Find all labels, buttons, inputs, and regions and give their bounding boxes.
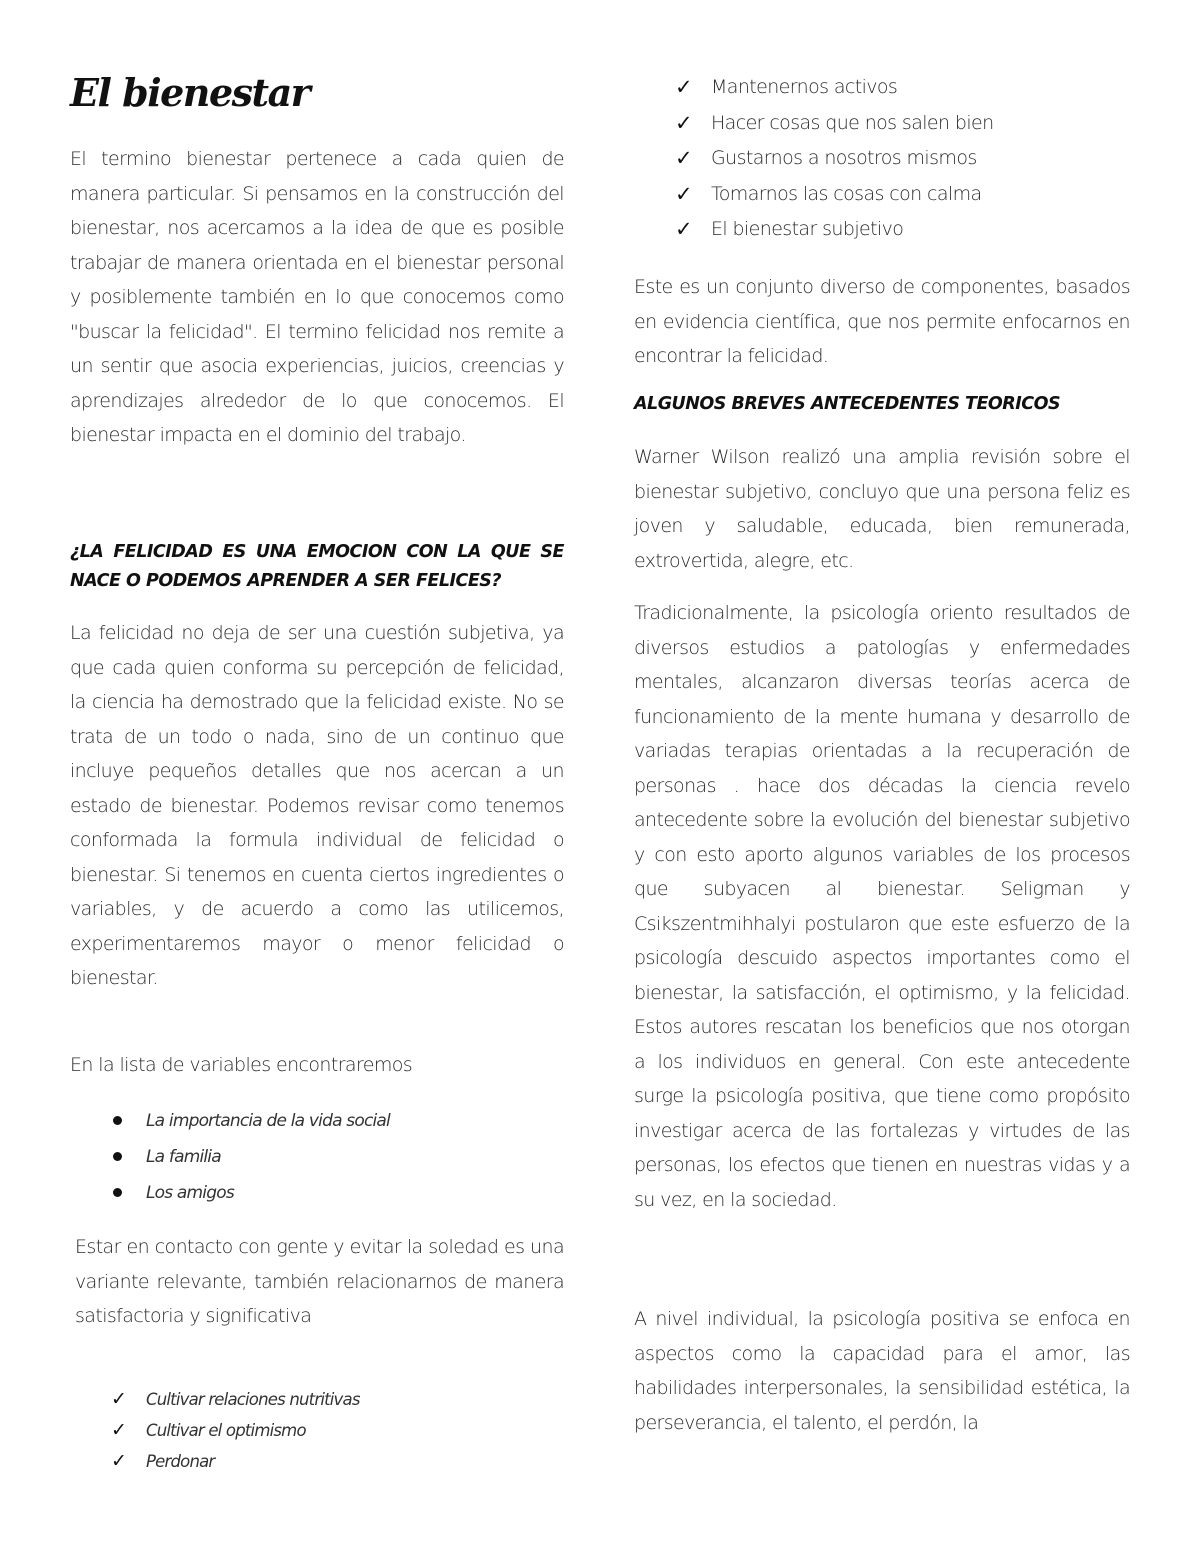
list-item: ✓ Gustarnos a nosotros mismos [634, 141, 1130, 177]
list-item: La importancia de la vida social [70, 1103, 564, 1139]
list-item: ✓ Tomarnos las cosas con calma [634, 177, 1130, 213]
checkmark-icon: ✓ [675, 146, 692, 171]
relations-checklist [70, 1384, 564, 1477]
page-title: El bienestar [70, 70, 310, 115]
checkmark-icon: ✓ [675, 110, 692, 135]
felicidad-paragraph: La felicidad no deja de ser una cuestión subjetiva, ya que cada quien conforma su percepción de felicidad, la ciencia ha demostrado que la felicidad existe. No se trata de un todo o nada, sino de un continuo que incluye pequeños detalles que nos acercan a un estado de bienestar. Podemos revisar como tenemos conformada la formula individual de felicidad o bienestar. Si tenemos en cuenta ciertos ingredientes o variables, y de acuerdo a como las utilicemos, experimentaremos mayor o menor felicidad o bienestar. [70, 622, 564, 989]
variables-list [70, 1103, 564, 1211]
list-item: ✓ Perdonar [70, 1446, 564, 1477]
list-item: ✓ Mantenernos activos [634, 70, 1130, 106]
checkmark-icon: ✓ [675, 181, 692, 206]
variables-intro: En la lista de variables encontraremos [70, 1054, 413, 1076]
psychology-history-paragraph: Tradicionalmente, la psicología oriento resultados de diversos estudios a patologías y enfermedades mentales, alcanzaron diversas teorías acerca de funcionamiento de la mente humana y desarrollo de variadas terapias orientadas a la recuperación de personas . hace dos décadas la ciencia revelo antecedente sobre la evolución del bienestar subjetivo y con esto aporto algunos variables de los procesos que subyacen al bienestar. Seligman y Csikszentmihhalyi postularon que este esfuerzo de la psicología descuido aspectos importantes como el bienestar, la satisfacción, el optimismo, y la felicidad. Estos autores rescatan los beneficios que nos otorgan a los individuos en general. Con este antecedente surge la psicología positiva, que tiene como propósito investigar acerca de las fortalezas y virtudes de las personas, los efectos que tienen en nuestras vidas y a su vez, en la sociedad. [634, 602, 1130, 1211]
list-item: ✓ Cultivar el optimismo [70, 1415, 564, 1446]
checkmark-icon: ✓ [111, 1450, 127, 1472]
list-item: ✓ El bienestar subjetivo [634, 212, 1130, 248]
contact-paragraph: Estar en contacto con gente y evitar la soledad es una variante relevante, también relacionarnos de manera satisfactoria y significativa [75, 1236, 564, 1327]
checkmark-icon: ✓ [675, 217, 692, 242]
positive-psychology-paragraph: A nivel individual, la psicología positiva se enfoca en aspectos como la capacidad para el amor, las habilidades interpersonales, la sensibilidad estética, la perseverancia, el talento, el perdón, la [634, 1308, 1130, 1434]
habits-checklist [634, 70, 1130, 248]
list-item: La familia [70, 1139, 564, 1175]
bullet-dot-icon [113, 1116, 122, 1125]
checkmark-icon: ✓ [675, 75, 692, 99]
checkmark-icon: ✓ [111, 1419, 127, 1441]
bullet-dot-icon [113, 1188, 122, 1197]
wilson-paragraph: Warner Wilson realizó una amplia revisión sobre el bienestar subjetivo, concluyo que una persona feliz es joven y saludable, educada, bien remunerada, extrovertida, alegre, etc. [634, 446, 1130, 572]
list-item: Los amigos [70, 1175, 564, 1211]
section-heading-felicidad: ¿LA FELICIDAD ES UNA EMOCION CON LA QUE SE NACE O PODEMOS APRENDER A SER FELICES? [70, 542, 564, 591]
list-item: ✓ Hacer cosas que nos salen bien [634, 106, 1130, 142]
checkmark-icon: ✓ [111, 1388, 127, 1410]
bullet-dot-icon [113, 1152, 122, 1161]
intro-paragraph: El termino bienestar pertenece a cada quien de manera particular. Si pensamos en la construcción del bienestar, nos acercamos a la idea de que es posible trabajar de manera orientada en el bienestar personal y posiblemente también en lo que conocemos como "buscar la felicidad". El termino felicidad nos remite a un sentir que asocia experiencias, juicios, creencias y aprendizajes alrededor de lo que conocemos. El bienestar impacta en el dominio del trabajo. [70, 148, 564, 446]
components-paragraph: Este es un conjunto diverso de componentes, basados en evidencia científica, que nos permite enfocarnos en encontrar la felicidad. [634, 276, 1130, 367]
list-item: ✓ Cultivar relaciones nutritivas [70, 1384, 564, 1415]
section-heading-antecedentes: ALGUNOS BREVES ANTECEDENTES TEORICOS [634, 394, 1061, 414]
